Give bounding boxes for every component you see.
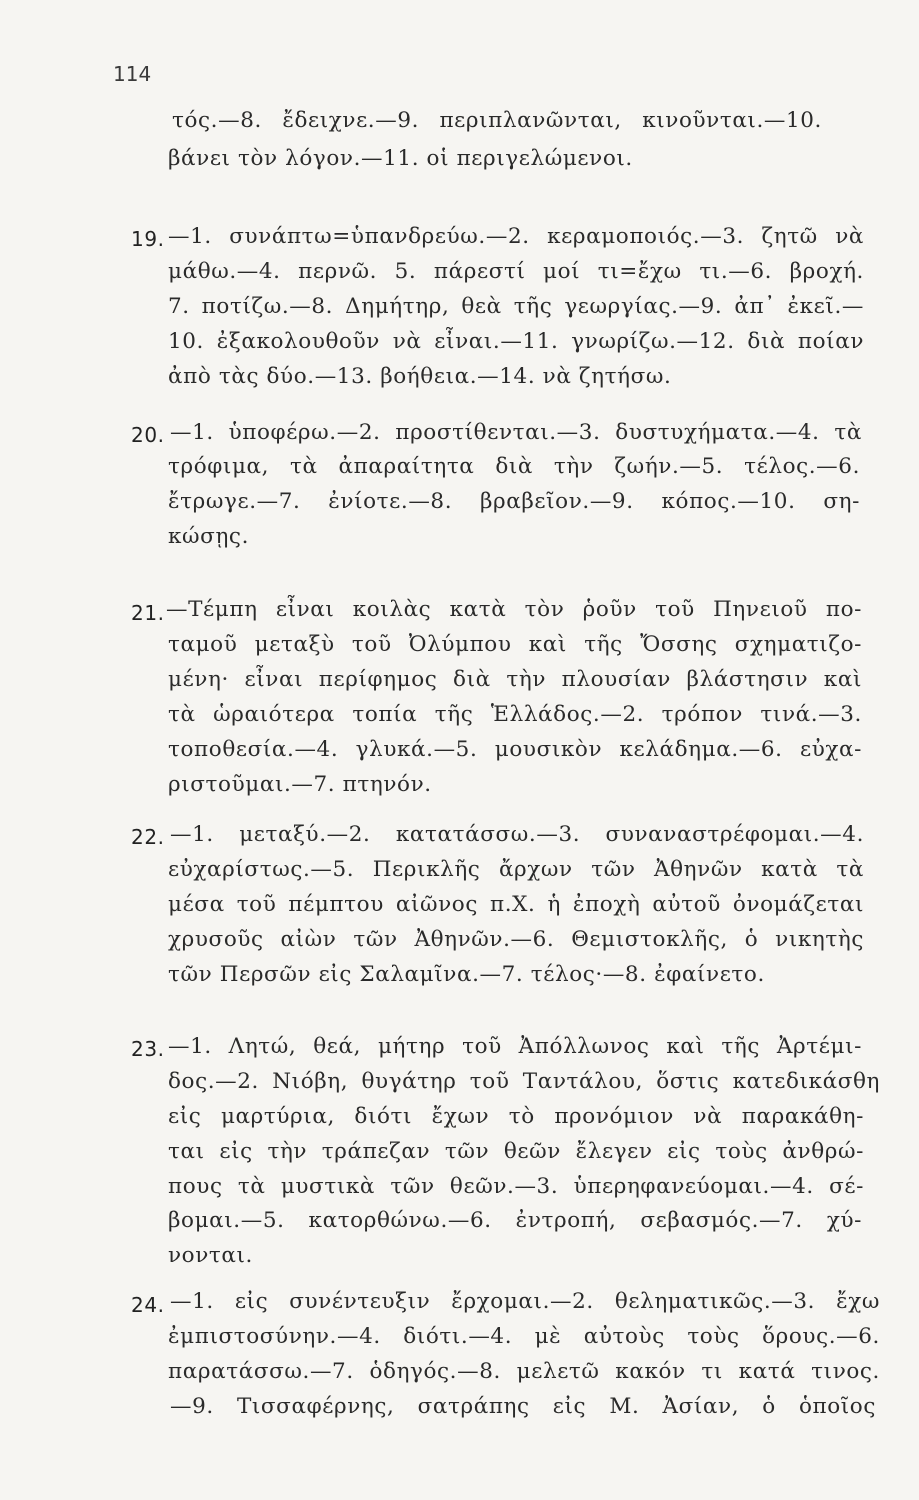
text-line: βομαι.—5. κατορθώνω.—6. ἐντροπή, σεβασμός.—7. χύ- <box>168 1208 862 1233</box>
text-line: —1. Λητώ, θεά, μήτηρ τοῦ Ἀπόλλωνος καὶ τῆς Ἀρτέμι- <box>168 1034 862 1059</box>
text-line: τῶν Περσῶν εἰς Σαλαμῖνα.—7. τέλος·—8. ἐφαίνετο. <box>168 962 765 987</box>
text-line: δος.—2. Νιόβη, θυγάτηρ τοῦ Ταντάλου, ὅστις κατεδικάσθη <box>168 1069 880 1094</box>
text-line: κώσῃς. <box>168 524 250 549</box>
text-line: ἐμπιστοσύνην.—4. διότι.—4. μὲ αὐτοὺς τοὺς ὅρους.—6. <box>168 1324 880 1349</box>
entry-number-22: 22. <box>131 825 165 849</box>
text-line: —1. εἰς συνέντευξιν ἔρχομαι.—2. θεληματικῶς.—3. ἔχω <box>170 1289 880 1314</box>
entry-number-20: 20. <box>131 423 165 447</box>
text-line: ἔτρωγε.—7. ἐνίοτε.—8. βραβεῖον.—9. κόπος.—10. ση- <box>168 489 860 514</box>
text-line: τὰ ὡραιότερα τοπία τῆς Ἑλλάδος.—2. τρόπον τινά.—3. <box>168 702 862 727</box>
text-line: παρατάσσω.—7. ὁδηγός.—8. μελετῶ κακόν τι κατά τινος. <box>168 1359 880 1384</box>
text-line: —1. μεταξύ.—2. κατατάσσω.—3. συναναστρέφομαι.—4. <box>170 822 864 847</box>
entry-number-21: 21. <box>131 601 165 625</box>
entry-number-23: 23. <box>131 1037 165 1061</box>
text-line: —1. συνάπτω=ὑπανδρεύω.—2. κεραμοποιός.—3. ζητῶ νὰ <box>168 224 864 249</box>
text-line: τρόφιμα, τὰ ἀπαραίτητα διὰ τὴν ζωήν.—5. τέλος.—6. <box>168 454 860 479</box>
text-line: τός.—8. ἔδειχνε.—9. περιπλανῶνται, κινοῦνται.—10. <box>172 108 822 133</box>
text-line: μένη· εἶναι περίφημος διὰ τὴν πλουσίαν βλάστησιν καὶ <box>168 667 862 692</box>
page-number: 114 <box>113 62 152 86</box>
text-line: εἰς μαρτύρια, διότι ἔχων τὸ προνόμιον νὰ παρακάθη- <box>168 1104 864 1129</box>
text-line: —9. Τισσαφέρνης, σατράπης εἰς Μ. Ἀσίαν, ὁ ὁποῖος <box>170 1394 876 1419</box>
text-line: μάθω.—4. περνῶ. 5. πάρεστί μοί τι=ἔχω τι.—6. βροχή. <box>168 259 864 284</box>
text-line: μέσα τοῦ πέμπτου αἰῶνος π.Χ. ἡ ἐποχὴ αὐτοῦ ὀνομάζεται <box>168 892 864 917</box>
text-line: βάνει τὸν λόγον.—11. οἱ περιγελώμενοι. <box>168 146 633 171</box>
text-line: ταμοῦ μεταξὺ τοῦ Ὀλύμπου καὶ τῆς Ὄσσης σχηματιζο- <box>168 632 862 657</box>
text-line: —1. ὑποφέρω.—2. προστίθενται.—3. δυστυχήματα.—4. τὰ <box>170 420 862 445</box>
text-line: 10. ἐξακολουθοῦν νὰ εἶναι.—11. γνωρίζω.—12. διὰ ποίαν <box>168 329 864 354</box>
text-line: —Τέμπη εἶναι κοιλὰς κατὰ τὸν ῥοῦν τοῦ Πηνειοῦ πο- <box>166 597 862 622</box>
entry-number-24: 24. <box>131 1293 165 1317</box>
text-line: νονται. <box>168 1243 253 1268</box>
text-line: ριστοῦμαι.—7. πτηνόν. <box>168 772 432 797</box>
text-line: χρυσοῦς αἰὼν τῶν Ἀθηνῶν.—6. Θεμιστοκλῆς, ὁ νικητὴς <box>168 927 864 952</box>
text-line: τοποθεσία.—4. γλυκά.—5. μουσικὸν κελάδημα.—6. εὐχα- <box>168 737 862 762</box>
text-line: ται εἰς τὴν τράπεζαν τῶν θεῶν ἔλεγεν εἰς τοὺς ἀνθρώ- <box>168 1139 864 1164</box>
text-line: ἀπὸ τὰς δύο.—13. βοήθεια.—14. νὰ ζητήσω. <box>168 364 672 389</box>
text-line: 7. ποτίζω.—8. Δημήτηρ, θεὰ τῆς γεωργίας.—9. ἀπ᾿ ἐκεῖ.— <box>168 294 864 319</box>
text-line: πους τὰ μυστικὰ τῶν θεῶν.—3. ὑπερηφανεύομαι.—4. σέ- <box>168 1174 864 1199</box>
entry-number-19: 19. <box>131 227 165 251</box>
text-line: εὐχαρίστως.—5. Περικλῆς ἄρχων τῶν Ἀθηνῶν κατὰ τὰ <box>168 857 864 882</box>
